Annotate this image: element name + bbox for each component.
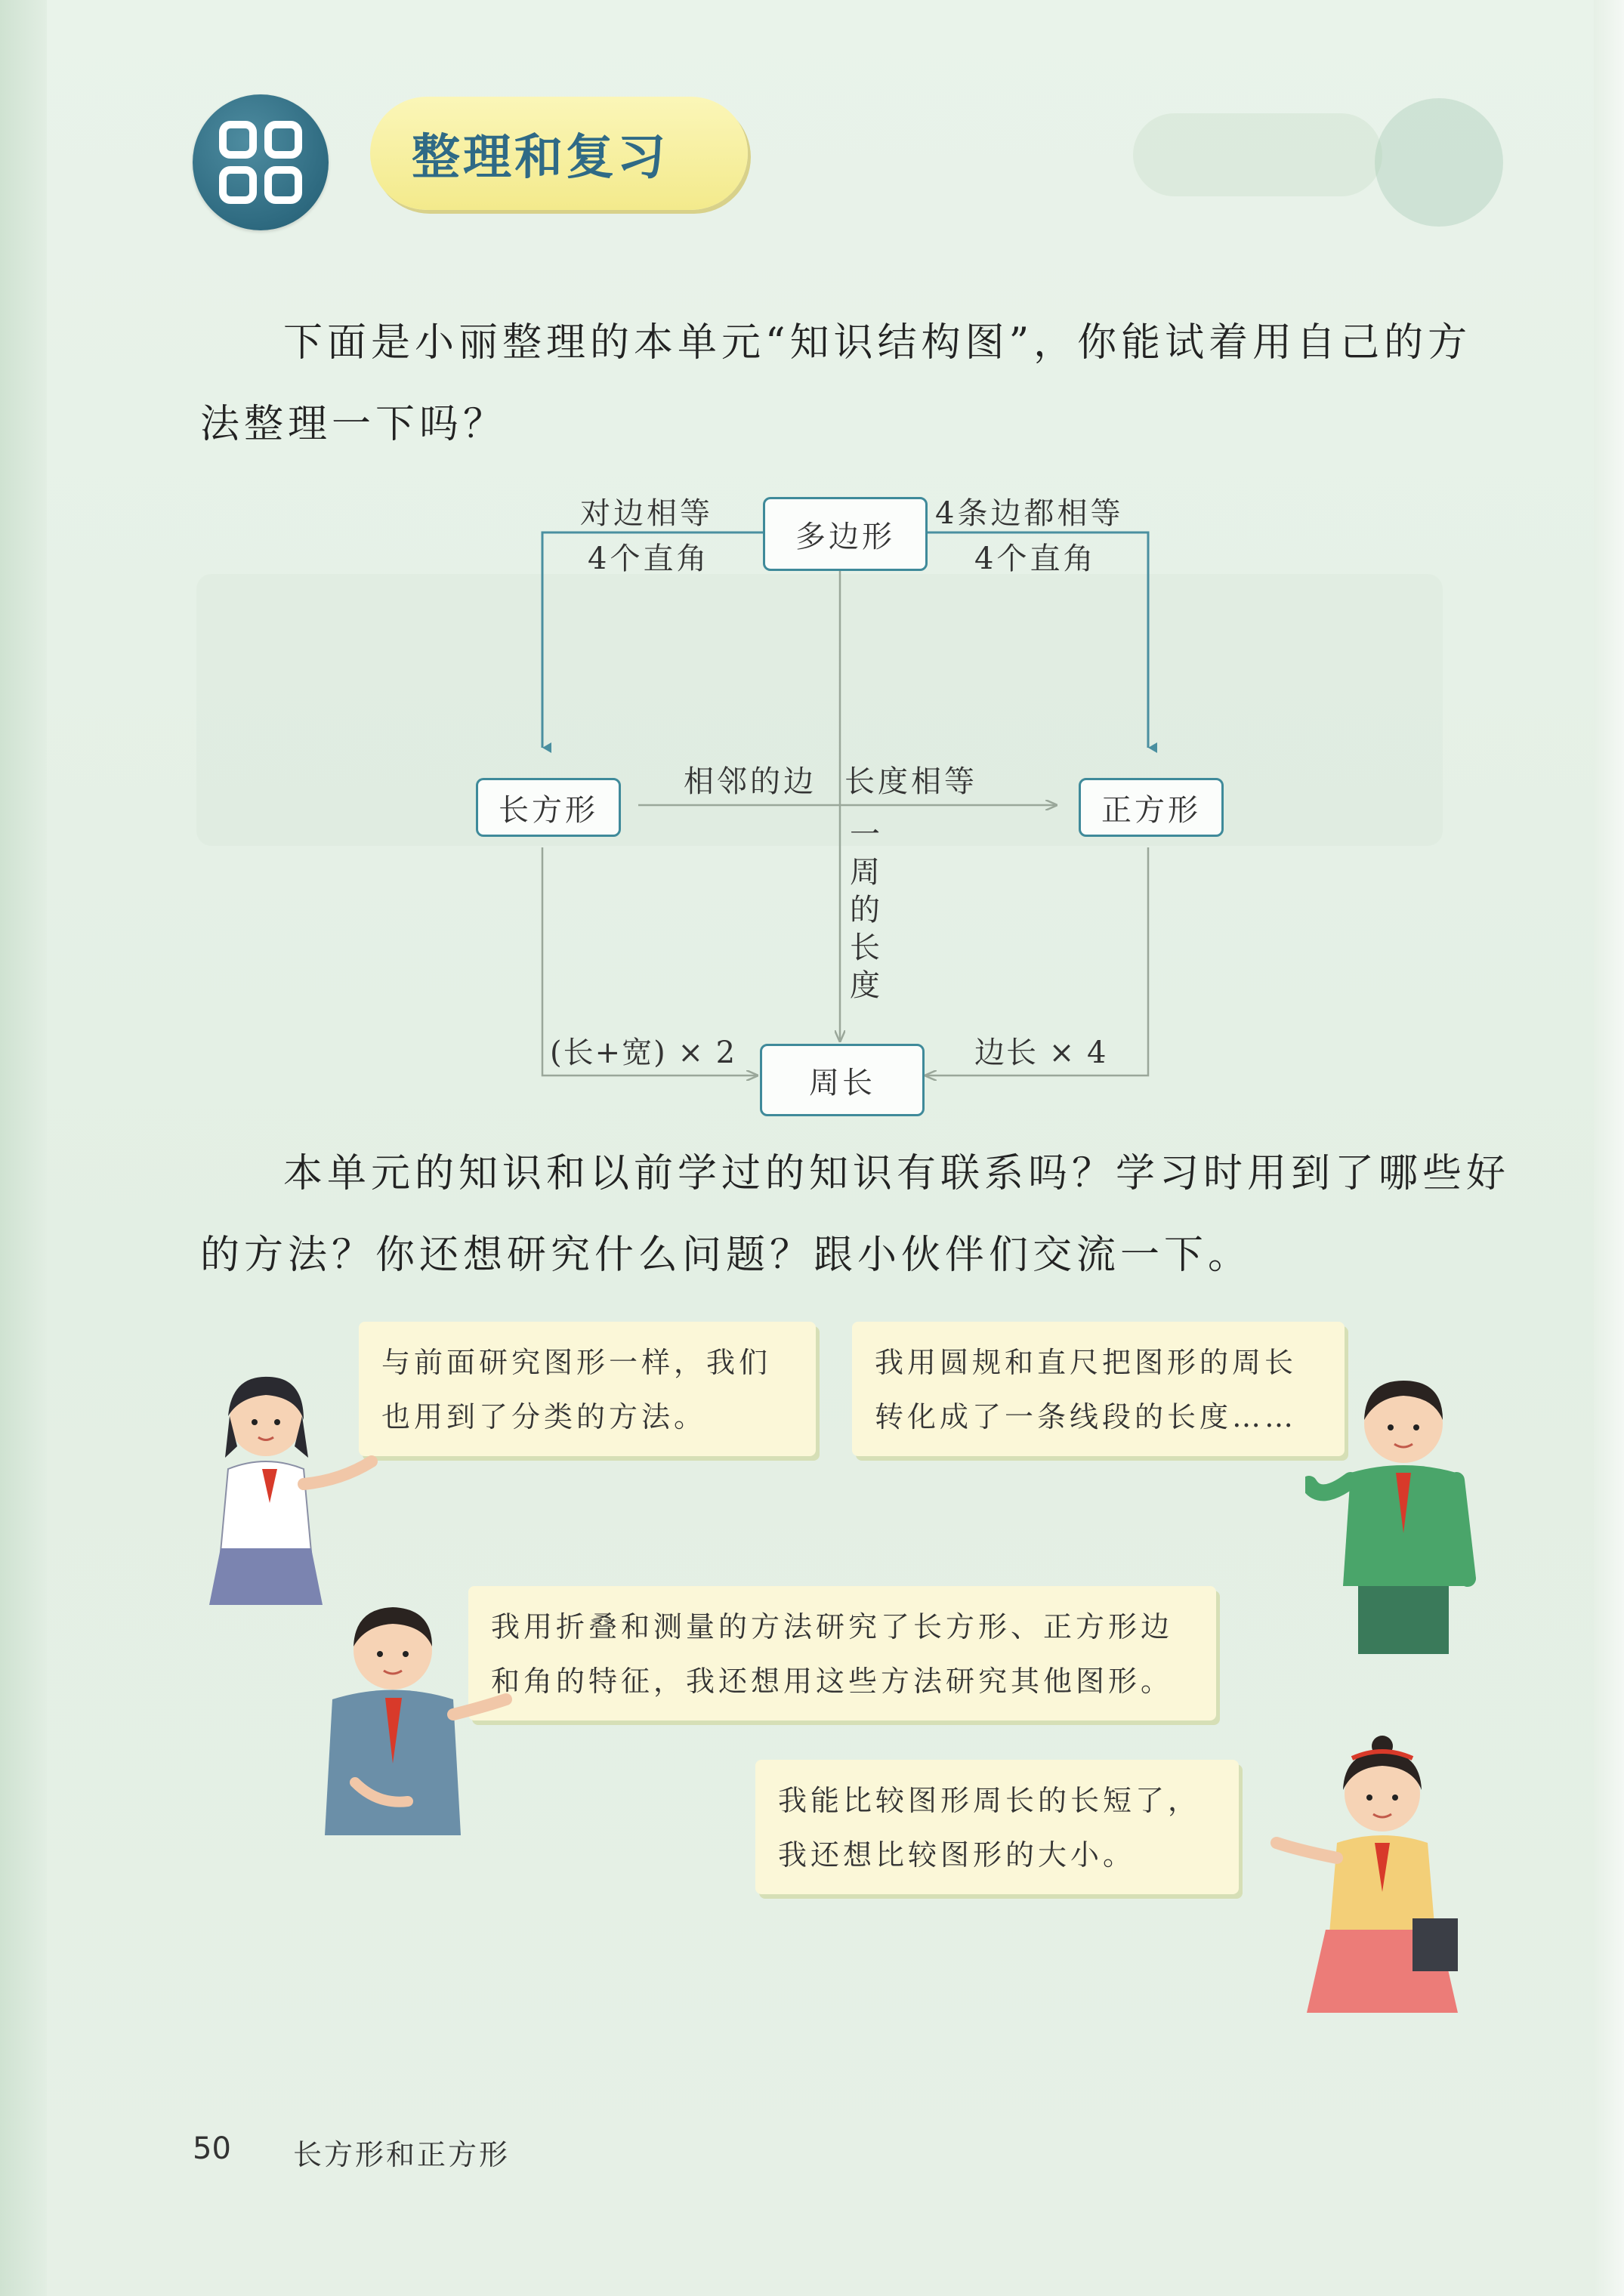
chapter-title: 长方形和正方形 [293,2138,511,2171]
speech-bubble [359,1322,816,1456]
node-polygon: 多边形 [763,497,928,571]
discussion-paragraph: 本单元的知识和以前学过的知识有联系吗？学习时用到了哪些好的方法？你还想研究什么问题？跟小伙伴们交流一下。 [200,1151,1511,1278]
label-perimeter-definition [846,816,884,1004]
girl-illustration-right [1269,1730,1488,2017]
vertical-char: 度 [850,968,880,1003]
bubble-line: 与前面研究图形一样，我们 [381,1346,772,1379]
bubble-line: 和角的特征，我还想用这些方法研究其他图形。 [491,1665,1174,1698]
vertical-char: 长 [850,930,880,965]
node-square: 正方形 [1079,778,1224,837]
label-opposite-sides-equal: 对边相等 [580,496,713,531]
node-rectangle: 长方形 [476,778,621,837]
vertical-char: 周 [850,855,880,890]
label-lengths-equal: 长度相等 [844,764,977,799]
bubble-line: 也用到了分类的方法。 [381,1400,707,1433]
label-rectangle-perimeter-formula: (长+宽) × 2 [550,1035,737,1070]
label-four-sides-equal: 4条边都相等 [935,496,1124,531]
bubble-line: 转化成了一条线段的长度…… [875,1400,1298,1433]
vertical-char: 一 [850,817,880,852]
speech-bubble [468,1586,1216,1720]
speech-bubble [755,1760,1239,1894]
girl-illustration-left [198,1356,394,1605]
label-square-perimeter-formula: 边长 × 4 [974,1035,1108,1070]
label-adjacent-sides: 相邻的边 [684,764,817,799]
node-perimeter: 周长 [760,1044,925,1116]
label-four-right-angles-left: 4个直角 [588,542,710,576]
boy-illustration-left [310,1586,521,1873]
bubble-line: 我还想比较图形的大小。 [778,1838,1136,1872]
bubble-line: 我用圆规和直尺把图形的周长 [875,1346,1298,1379]
section-title: 整理和复习 [412,130,668,186]
bubble-line: 我能比较图形周长的长短了， [778,1784,1201,1817]
bubble-line: 我用折叠和测量的方法研究了长方形、正方形边 [491,1610,1174,1643]
vertical-char: 的 [850,893,880,927]
speech-bubble [852,1322,1345,1456]
page-number: 50 [193,2131,231,2166]
label-four-right-angles-right: 4个直角 [974,542,1097,576]
intro-paragraph: 下面是小丽整理的本单元“知识结构图”，你能试着用自己的方法整理一下吗？ [200,320,1472,447]
boy-illustration-right [1305,1359,1517,1662]
